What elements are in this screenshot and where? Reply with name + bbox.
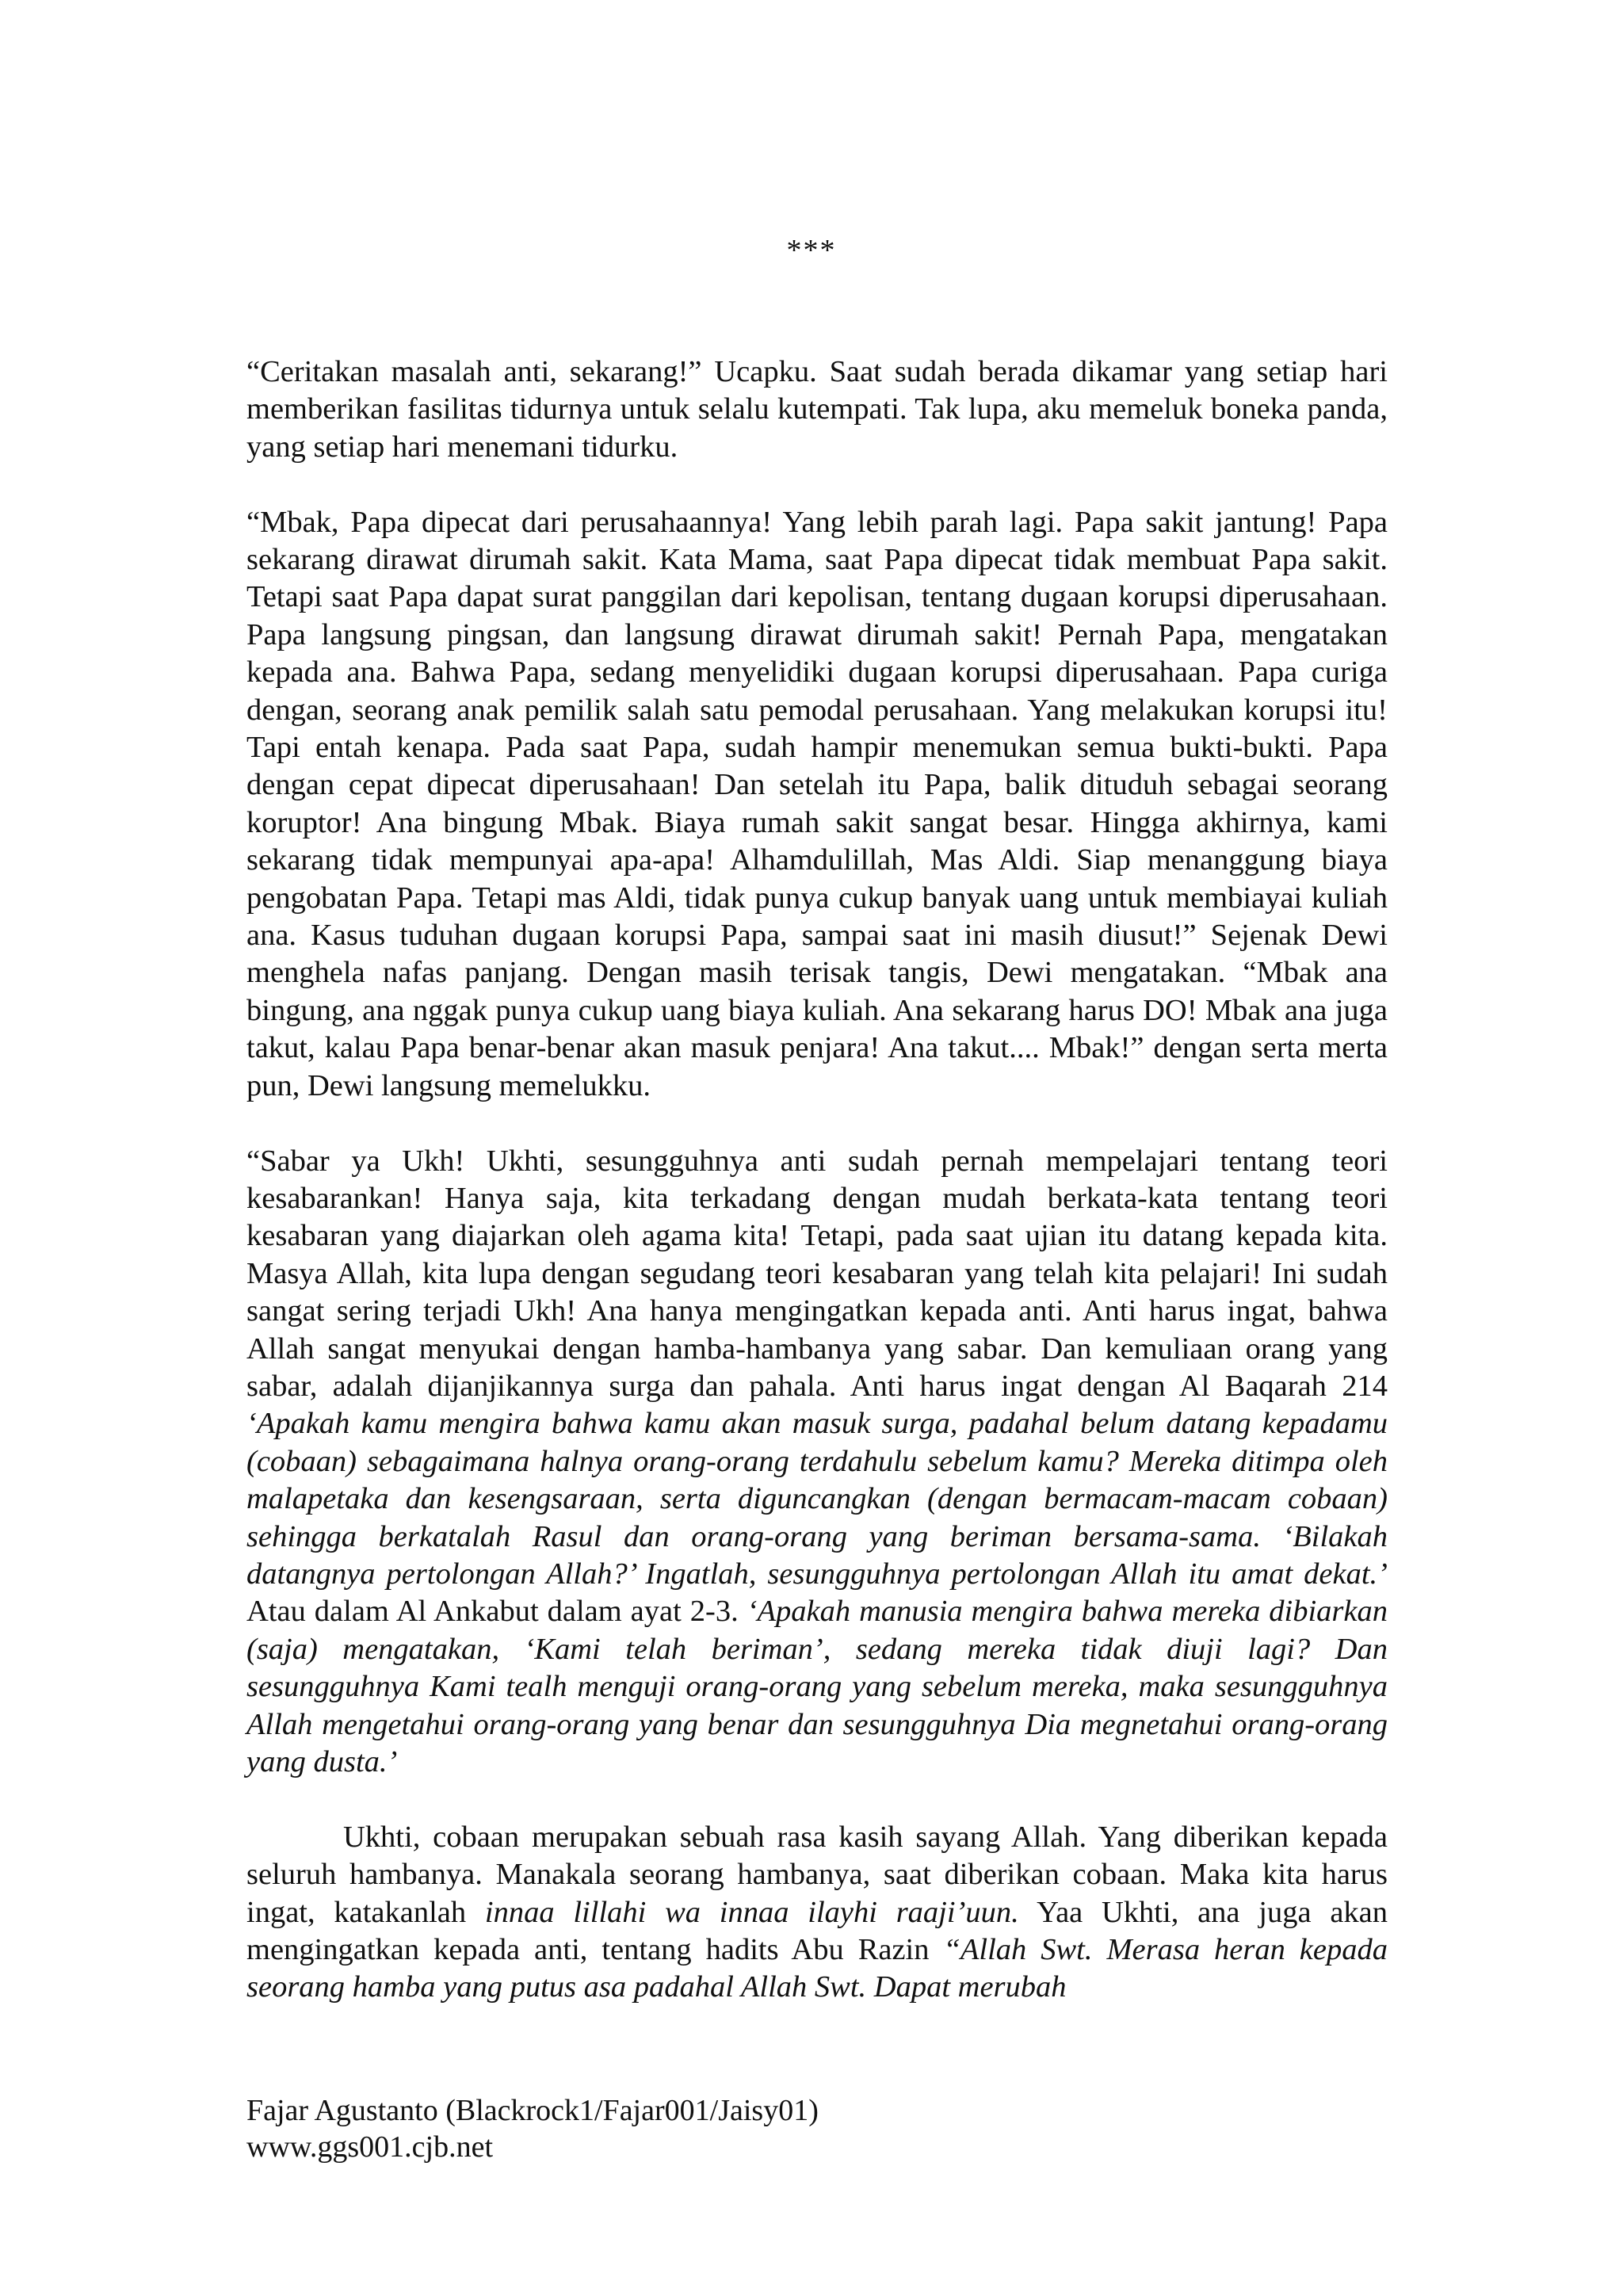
paragraph-3 xyxy=(246,1143,1388,1782)
paragraph-3-bridge-text: Atau dalam Al Ankabut dalam ayat 2-3. xyxy=(246,1595,747,1629)
paragraph-4 xyxy=(246,1819,1388,2007)
paragraph-1-text: “Ceritakan masalah anti, sekarang!” Ucapku. Saat sudah berada dikamar yang setiap hari memberikan fasilitas tidurnya untuk selalu kutempati. Tak lupa, aku memeluk boneka panda, yang setiap hari menemani tidurku. xyxy=(246,355,1388,464)
quran-quote-al-baqarah: ‘Apakah kamu mengira bahwa kamu akan masuk surga, padahal belum datang kepadamu (cobaan) sebagaimana halnya orang-orang terdahulu sebelum kamu? Mereka ditimpa oleh malapetaka dan kesengsaraan, serta diguncangkan (dengan bermacam-macam cobaan) sehingga berkatalah Rasul dan orang-orang yang beriman bersama-sama. ‘Bilakah datangnya pertolongan Allah?’ Ingatlah, sesungguhnya pertolongan Allah itu amat dekat.’ xyxy=(246,1407,1388,1591)
paragraph-2-text: “Mbak, Papa dipecat dari perusahaannya! Yang lebih parah lagi. Papa sakit jantung! Papa sekarang dirawat dirumah sakit. Kata Mama, saat Papa dipecat tidak membuat Papa sakit. Tetapi saat Papa dapat surat panggilan dari kepolisan, tentang dugaan korupsi diperusahaan. Papa langsung pingsan, dan langsung dirawat dirumah sakit! Pernah Papa, mengatakan kepada ana. Bahwa Papa, sedang menyelidiki dugaan korupsi diperusahaan. Papa curiga dengan, seorang anak pemilik salah satu pemodal perusahaan. Yang melakukan korupsi itu! Tapi entah kenapa. Pada saat Papa, sudah hampir menemukan semua bukti-bukti. Papa dengan cepat dipecat diperusahaan! Dan setelah itu Papa, balik dituduh sebagai seorang koruptor! Ana bingung Mbak. Biaya rumah sakit sangat besar. Hingga akhirnya, kami sekarang tidak mempunyai apa-apa! Alhamdulillah, Mas Aldi. Siap menanggung biaya pengobatan Papa. Tetapi mas Aldi, tidak punya cukup banyak uang untuk membiayai kuliah ana. Kasus tuduhan dugaan korupsi Papa, sampai saat ini masih diusut!” Sejenak Dewi menghela nafas panjang. Dengan masih terisak tangis, Dewi mengatakan. “Mbak ana bingung, ana nggak punya cukup uang biaya kuliah. Ana sekarang harus DO! Mbak ana juga takut, kalau Papa benar-benar akan masuk penjara! Ana takut.... Mbak!” dengan serta merta pun, Dewi langsung memelukku. xyxy=(246,505,1388,1102)
paragraph-4-text-cont: Yaa Ukhti, ana juga akan mengingatkan kepada anti, tentang hadits Abu Razin xyxy=(246,1895,1388,1967)
section-separator: *** xyxy=(786,234,837,267)
paragraph-1 xyxy=(246,353,1388,466)
paragraph-2 xyxy=(246,504,1388,1106)
footer-website: www.ggs001.cjb.net xyxy=(246,2130,493,2164)
story-text xyxy=(246,353,1388,2007)
page-footer xyxy=(246,2092,1388,2165)
footer-author: Fajar Agustanto (Blackrock1/Fajar001/Jaisy01) xyxy=(246,2094,819,2127)
quran-quote-al-ankabut: ‘Apakah manusia mengira bahwa mereka dibiarkan (saja) mengatakan, ‘Kami telah beriman’, sedang mereka tidak diuji lagi? Dan sesungguhnya Kami tealh menguji orang-orang yang sebelum mereka, maka sesungguhnya Allah mengetahui orang-orang yang benar dan sesungguhnya Dia megnetahui orang-orang yang dusta.’ xyxy=(246,1595,1388,1778)
hadith-quote: “Allah Swt. Merasa heran kepada seorang hamba yang putus asa padahal Allah Swt. Dapat merubah xyxy=(246,1933,1388,2004)
paragraph-3-text: “Sabar ya Ukh! Ukhti, sesungguhnya anti sudah pernah mempelajari tentang teori kesabarankan! Hanya saja, kita terkadang dengan mudah berkata-kata tentang teori kesabaran yang diajarkan oleh agama kita! Tetapi, pada saat ujian itu datang kepada kita. Masya Allah, kita lupa dengan segudang teori kesabaran yang telah kita pelajari! Ini sudah sangat sering terjadi Ukh! Ana hanya mengingatkan kepada anti. Anti harus ingat, bahwa Allah sangat menyukai dengan hamba-hambanya yang sabar. Dan kemuliaan orang yang sabar, adalah dijanjikannya surga dan pahala. Anti harus ingat dengan Al Baqarah 214 xyxy=(246,1144,1388,1403)
paragraph-4-italic-phrase: innaa lillahi wa innaa ilayhi raaji’uun. xyxy=(484,1895,1019,1929)
paragraph-4-text: Ukhti, cobaan merupakan sebuah rasa kasih sayang Allah. Yang diberikan kepada seluruh hambanya. Manakala seorang hambanya, saat diberikan cobaan. Maka kita harus ingat, katakanlah xyxy=(246,1820,1388,1929)
